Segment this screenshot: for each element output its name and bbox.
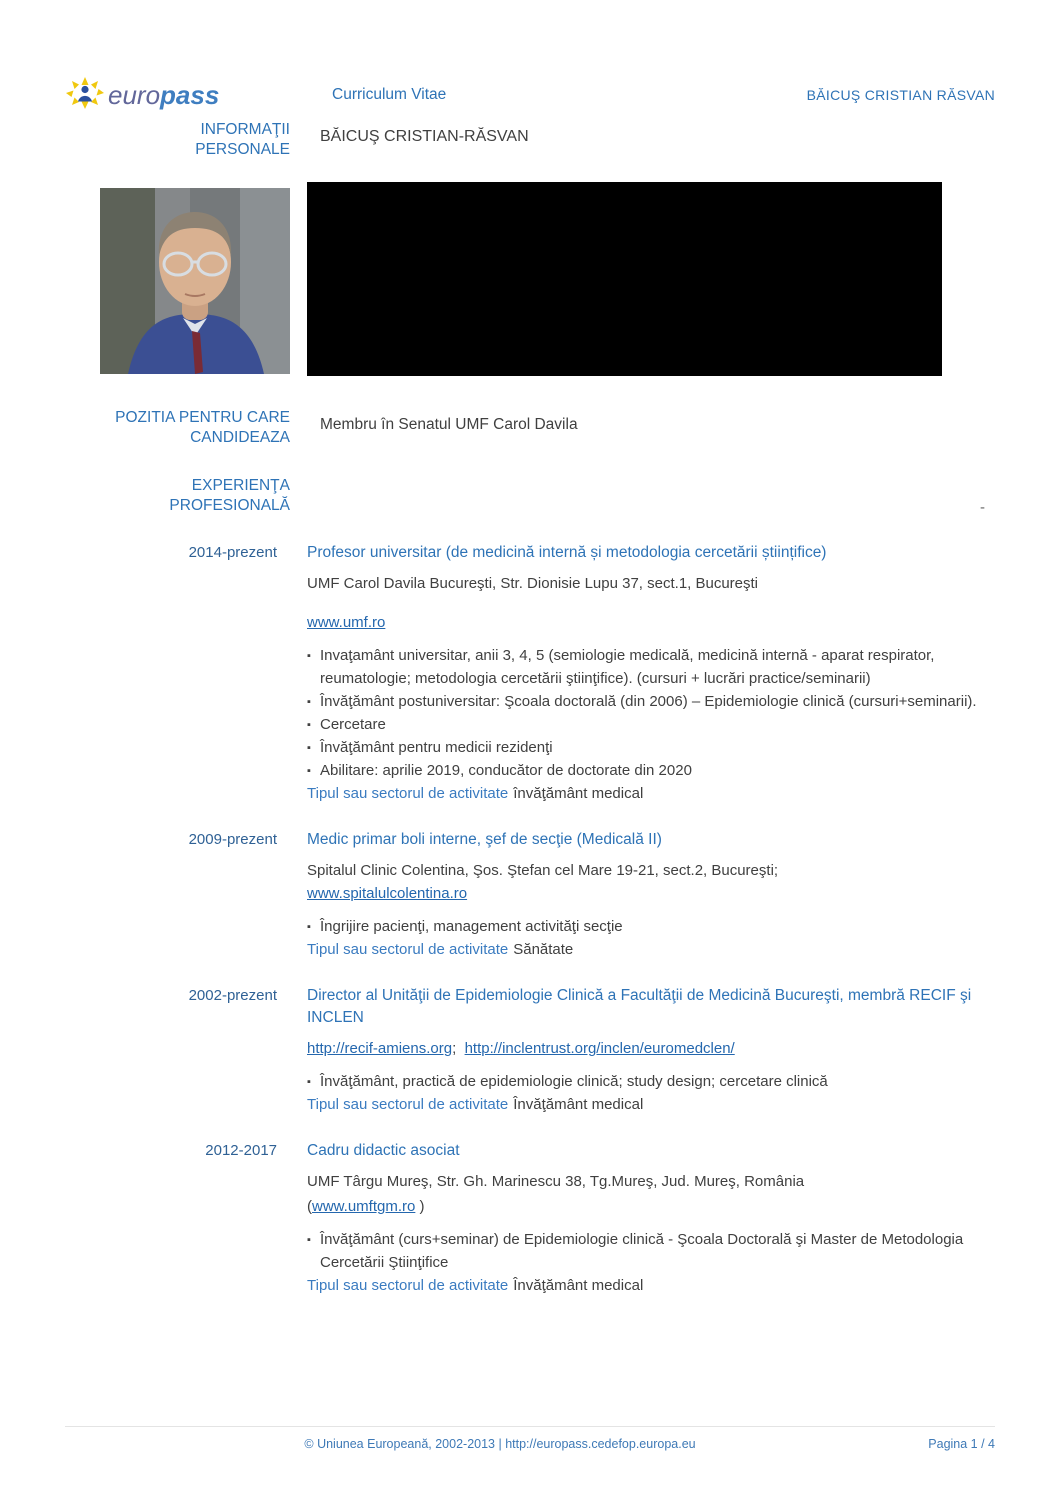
entry-website-link[interactable]: www.spitalulcolentina.ro (307, 885, 468, 902)
entry-title: Medic primar boli interne, şef de secţie (Medicală II) (307, 831, 662, 848)
portrait-photo (100, 188, 290, 374)
position-label-line2: CANDIDEAZA (190, 429, 290, 446)
sector-label: Tipul sau sectorul de activitate (307, 785, 509, 802)
entry-title: Cadru didactic asociat (307, 1142, 460, 1159)
activity-item: ▪ Învăţământ, practică de epidemiologie clinică; study design; cercetare clinică (307, 1070, 977, 1093)
photo-section (65, 182, 995, 376)
sector-value: învăţământ medical (513, 785, 644, 802)
entry-website-link-2[interactable]: http://inclentrust.org/inclen/euromedclen/ (464, 1040, 735, 1057)
sector-label: Tipul sau sectorul de activitate (307, 1096, 509, 1113)
position-section (65, 408, 995, 448)
sector-line (307, 1274, 977, 1297)
personal-info-label (65, 120, 290, 160)
experience-label-line1: EXPERIENŢA (191, 477, 290, 494)
experience-entry (65, 985, 995, 1116)
header-right (290, 86, 995, 104)
link-separator: ; (452, 1040, 465, 1057)
entry-activities-list (307, 1070, 977, 1093)
link-suffix: ) (415, 1198, 425, 1215)
entry-activities-list (307, 1228, 977, 1274)
sector-value: Învăţământ medical (513, 1096, 644, 1113)
document-type: Curriculum Vitae (332, 86, 447, 103)
entry-activities-list (307, 915, 977, 938)
empty-field-dash: - (980, 499, 985, 516)
experience-entry (65, 542, 995, 805)
personal-info-label-line2: PERSONALE (195, 141, 290, 158)
europass-star-icon (65, 76, 105, 114)
sector-line (307, 782, 977, 805)
logo-cell (65, 76, 290, 114)
entry-organization: UMF Târgu Mureş, Str. Gh. Marinescu 38, Tg.Mureş, Jud. Mureş, România (307, 1173, 805, 1190)
entry-website-link[interactable]: www.umftgm.ro (312, 1198, 416, 1215)
position-value: Membru în Senatul UMF Carol Davila (320, 416, 578, 433)
footer-page-number: Pagina 1 / 4 (928, 1437, 995, 1451)
activity-item: ▪ Îngrijire pacienţi, management activităţi secţie (307, 915, 977, 938)
experience-entry (65, 1140, 995, 1297)
position-label-line1: POZITIA PENTRU CARE (115, 409, 290, 426)
activity-item: ▪ Învăţământ postuniversitar: Şcoala doctorală (din 2006) – Epidemiologie clinică (cursuri+seminarii). (307, 690, 977, 713)
entry-period: 2014-prezent (188, 544, 277, 561)
entry-organization: UMF Carol Davila Bucureşti, Str. Dionisie Lupu 37, sect.1, Bucureşti (307, 575, 759, 592)
entry-organization: Spitalul Clinic Colentina, Şos. Ştefan cel Mare 19-21, sect.2, Bucureşti; (307, 862, 779, 879)
experience-label-line2: PROFESIONALĂ (169, 497, 290, 514)
activity-item: ▪ Abilitare: aprilie 2019, conducător de doctorate din 2020 (307, 759, 977, 782)
position-label (65, 408, 290, 448)
entry-period: 2002-prezent (188, 987, 277, 1004)
experience-header (65, 476, 995, 516)
person-name: BĂICUŞ CRISTIAN-RĂSVAN (320, 128, 529, 145)
logo-text-pass: pass (160, 79, 220, 110)
page-footer (65, 1426, 995, 1451)
activity-item: ▪ Invaţamânt universitar, anii 3, 4, 5 (semiologie medicală, medicină internă - aparat respirator, reumatologie; metodologia cercetării ştiinţifice). (cursuri + lucrări practice/seminarii) (307, 644, 977, 690)
activity-item: ▪ Învăţământ (curs+seminar) de Epidemiologie clinică - Şcoala Doctorală şi Master de Metodologia Cercetării Ştiinţifice (307, 1228, 977, 1274)
footer-copyright: © Uniunea Europeană, 2002-2013 | http://europass.cedefop.europa.eu (304, 1437, 696, 1451)
sector-value: Învăţământ medical (513, 1277, 644, 1294)
sector-label: Tipul sau sectorul de activitate (307, 1277, 509, 1294)
logo-text-euro: euro (108, 79, 161, 110)
sector-line (307, 938, 977, 961)
sector-value: Sănătate (513, 941, 574, 958)
entry-title: Director al Unităţii de Epidemiologie Clinică a Facultăţii de Medicină Bucureşti, membră RECIF şi INCLEN (307, 987, 972, 1026)
experience-label (65, 476, 290, 516)
entry-period: 2009-prezent (188, 831, 277, 848)
entry-website-link[interactable]: www.umf.ro (307, 614, 386, 631)
sector-label: Tipul sau sectorul de activitate (307, 941, 509, 958)
redacted-block (307, 182, 942, 376)
entry-activities-list (307, 644, 977, 782)
activity-item: ▪ Cercetare (307, 713, 977, 736)
header-person-name: BĂICUŞ CRISTIAN RĂSVAN (806, 87, 995, 103)
personal-info-section (65, 120, 995, 160)
entry-website-link[interactable]: http://recif-amiens.org (307, 1040, 453, 1057)
experience-entry (65, 829, 995, 961)
page-header (65, 76, 995, 114)
entry-title: Profesor universitar (de medicină internă și metodologia cercetării științifice) (307, 544, 827, 561)
sector-line (307, 1093, 977, 1116)
personal-info-label-line1: INFORMAŢII (200, 121, 290, 138)
link-prefix: ( (307, 1198, 312, 1215)
entry-period: 2012-2017 (205, 1142, 277, 1159)
logo-wordmark (108, 80, 219, 111)
activity-item: ▪ Învăţământ pentru medicii rezidenţi (307, 736, 977, 759)
europass-logo (65, 76, 290, 114)
